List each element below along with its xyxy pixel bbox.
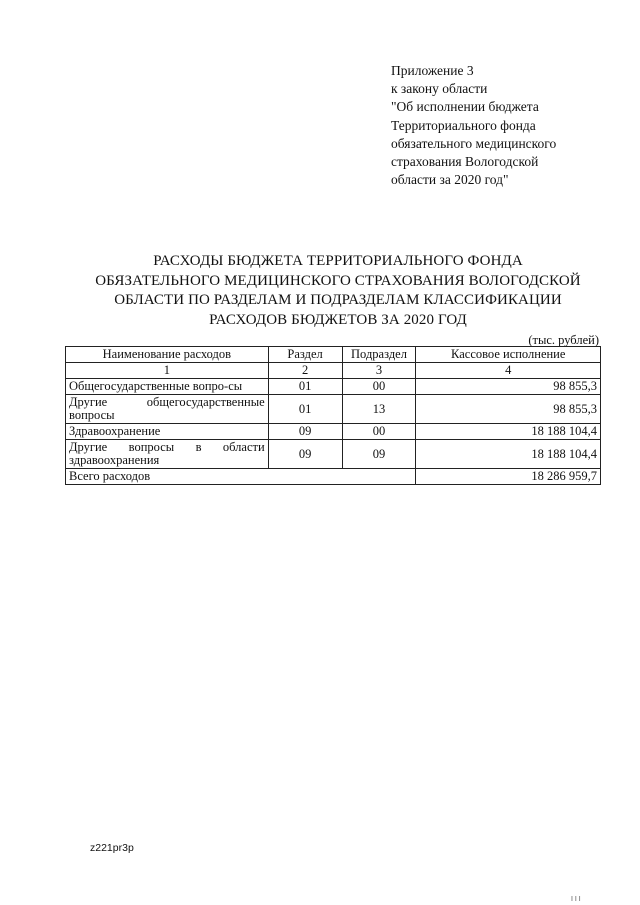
column-number: 2 bbox=[268, 363, 342, 379]
total-row bbox=[66, 469, 601, 485]
row-amount: 98 855,3 bbox=[416, 395, 601, 424]
appendix-line: обязательного медицинского bbox=[391, 135, 557, 151]
header-amount: Кассовое исполнение bbox=[416, 347, 601, 363]
row-section: 09 bbox=[268, 440, 342, 469]
page-marks: I I I bbox=[571, 896, 581, 903]
row-amount: 18 188 104,4 bbox=[416, 424, 601, 440]
table-row bbox=[66, 395, 601, 424]
row-amount: 18 188 104,4 bbox=[416, 440, 601, 469]
units-label: (тыс. рублей) bbox=[528, 333, 599, 347]
appendix-header bbox=[391, 62, 621, 189]
row-subsection: 00 bbox=[342, 424, 416, 440]
row-subsection: 13 bbox=[342, 395, 416, 424]
appendix-line: Приложение 3 bbox=[391, 63, 474, 78]
table-row bbox=[66, 379, 601, 395]
appendix-line: области за 2020 год" bbox=[391, 172, 509, 188]
row-section: 01 bbox=[268, 379, 342, 395]
title-line: РАСХОДЫ БЮДЖЕТА ТЕРРИТОРИАЛЬНОГО ФОНДА bbox=[153, 253, 523, 269]
column-number-row bbox=[66, 363, 601, 379]
table-row bbox=[66, 440, 601, 469]
row-subsection: 00 bbox=[342, 379, 416, 395]
header-subsection: Подраздел bbox=[342, 347, 416, 363]
row-amount: 98 855,3 bbox=[416, 379, 601, 395]
title-line: ОБЛАСТИ ПО РАЗДЕЛАМ И ПОДРАЗДЕЛАМ КЛАССИФИКАЦИИ bbox=[114, 292, 562, 308]
document-title bbox=[70, 252, 606, 330]
document-code: z221pr3p bbox=[90, 842, 134, 854]
column-number: 4 bbox=[416, 363, 601, 379]
total-amount: 18 286 959,7 bbox=[416, 469, 601, 485]
column-number: 3 bbox=[342, 363, 416, 379]
row-subsection: 09 bbox=[342, 440, 416, 469]
row-section: 01 bbox=[268, 395, 342, 424]
title-line: ОБЯЗАТЕЛЬНОГО МЕДИЦИНСКОГО СТРАХОВАНИЯ ВОЛОГОДСКОЙ bbox=[95, 272, 581, 289]
expenses-table bbox=[65, 346, 601, 485]
row-name: Общегосударственные вопро-сы bbox=[66, 379, 269, 395]
title-line: РАСХОДОВ БЮДЖЕТОВ ЗА 2020 ГОД bbox=[209, 311, 467, 328]
header-name: Наименование расходов bbox=[66, 347, 269, 363]
total-label: Всего расходов bbox=[66, 469, 416, 485]
row-section: 09 bbox=[268, 424, 342, 440]
appendix-line: Территориального фонда bbox=[391, 117, 536, 133]
row-name: Другие вопросы в области здравоохранения bbox=[66, 440, 269, 469]
appendix-line: страхования Вологодской bbox=[391, 154, 539, 170]
row-name: Другие общегосударственные вопросы bbox=[66, 395, 269, 424]
appendix-line: "Об исполнении бюджета bbox=[391, 99, 539, 115]
row-name: Здравоохранение bbox=[66, 424, 269, 440]
header-section: Раздел bbox=[268, 347, 342, 363]
appendix-line: к закону области bbox=[391, 81, 488, 97]
column-number: 1 bbox=[66, 363, 269, 379]
table-row bbox=[66, 424, 601, 440]
table-header-row bbox=[66, 347, 601, 363]
